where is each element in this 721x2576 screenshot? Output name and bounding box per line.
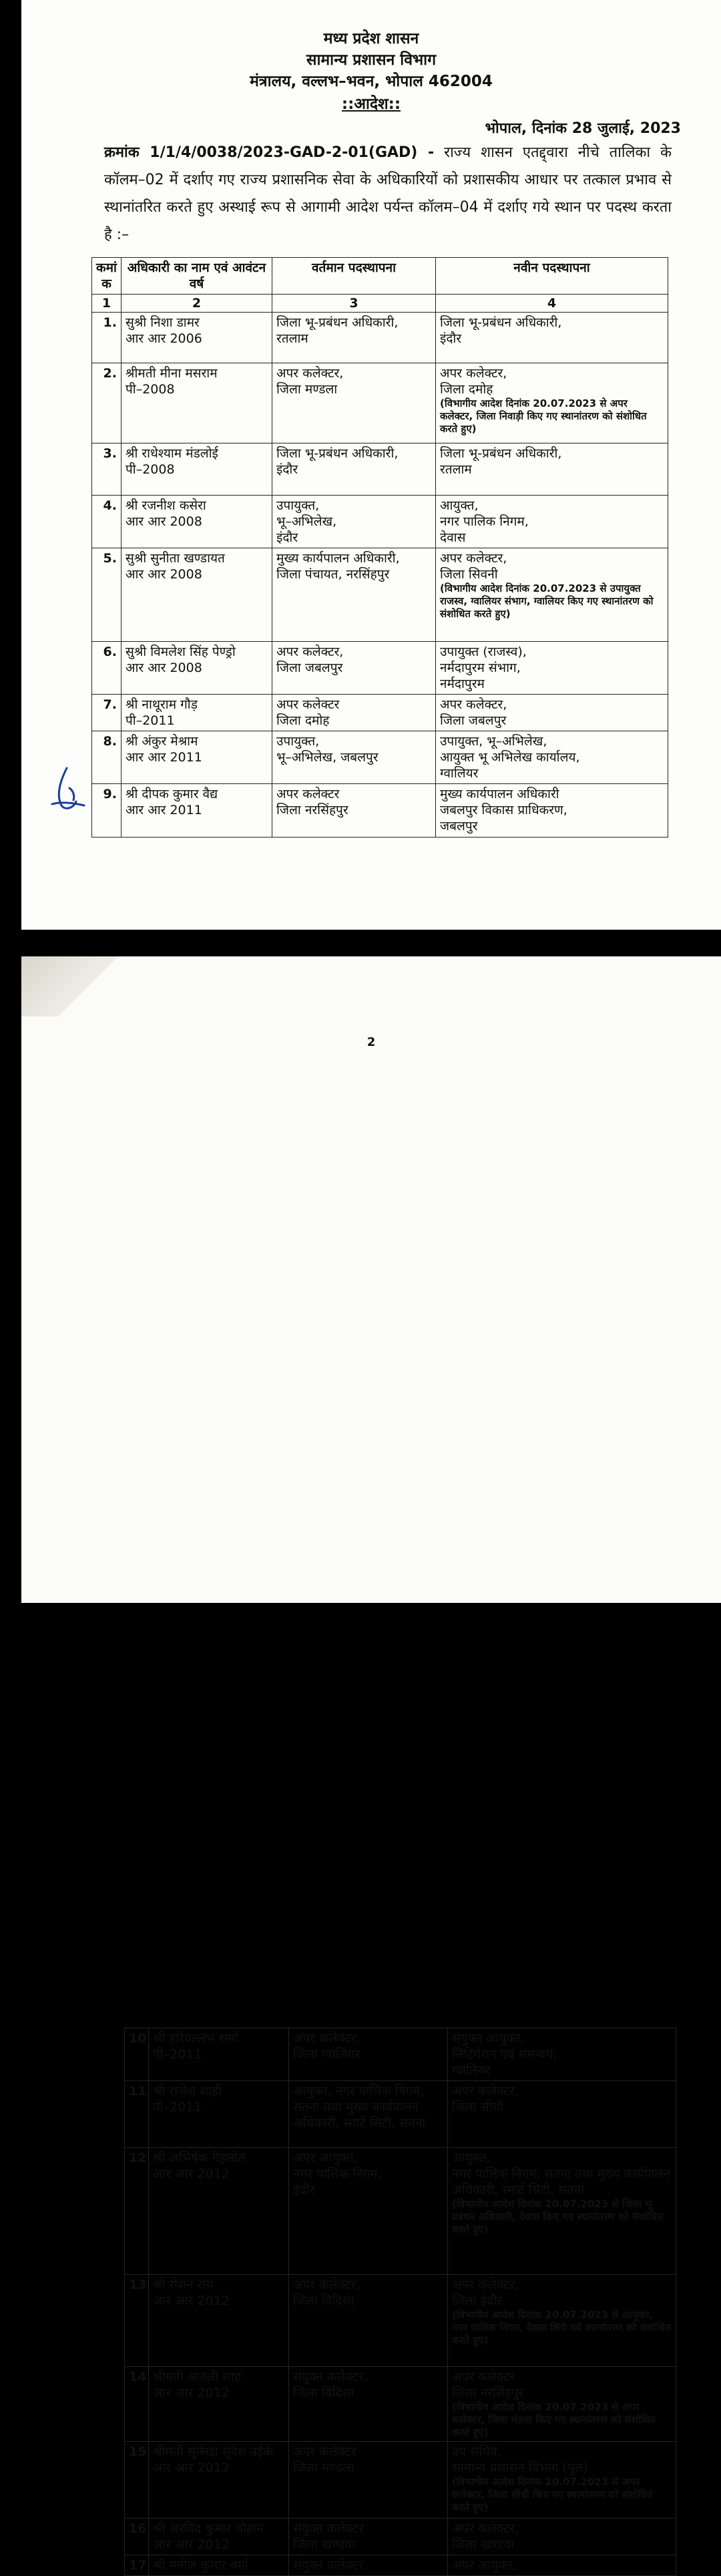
current-posting-text: अपर कलेक्टर, जिला ग्वालियर [293, 2031, 360, 2062]
serial-number-text: 6. [103, 645, 117, 659]
serial-number-text: 2. [103, 366, 117, 381]
new-posting-text: मुख्य कार्यपालन अधिकारी जबलपुर विकास प्राधिकरण, जबलपुर [440, 787, 567, 834]
current-posting-text: मुख्य कार्यपालन अधिकारी, जिला पंचायत, नरसिंहपुर [276, 551, 400, 582]
table-row [125, 2442, 676, 2519]
header-officer-name: अधिकारी का नाम एवं आवंटन वर्ष [122, 258, 272, 295]
new-posting-text: संयुक्त आयुक्त, लिटिगेशन एवं समन्वय, ग्वालियर [452, 2031, 557, 2078]
officer-name-cell [149, 2442, 289, 2519]
table-header-row [92, 258, 668, 295]
table-row [125, 2081, 676, 2148]
officer-name-text: सुश्री सुनीता खण्डायत आर आर 2008 [126, 551, 225, 582]
serial-number-cell [92, 642, 122, 695]
serial-number-cell [125, 2442, 149, 2519]
column-number: 1 [92, 295, 122, 313]
table-row [92, 784, 668, 838]
serial-number-cell [92, 695, 122, 731]
new-posting-text: आयुक्त, नगर पालिक निगम, देवास [440, 498, 529, 545]
table-body-page-2 [125, 2028, 676, 2576]
new-posting-cell [448, 2519, 676, 2555]
serial-number-text: 4. [103, 498, 117, 513]
header-serial: कमां क [92, 258, 122, 295]
current-posting-text: उपायुक्त, भू–अभिलेख, जबलपुर [276, 734, 379, 765]
table-row [92, 313, 668, 363]
officer-name-text: श्री राजेश शाही पी–2011 [153, 2084, 222, 2114]
officer-name-text: श्रीमती अंजली शाह आर आर 2012 [153, 2370, 241, 2400]
new-posting-text: उपायुक्त, भू–अभिलेख, आयुक्त भू अभिलेख कार्यालय, ग्वालियर [440, 734, 580, 781]
officer-name-text: श्री मनोज कुमार वर्मा [153, 2558, 248, 2573]
current-posting-cell [272, 496, 436, 548]
current-posting-cell [272, 313, 436, 363]
serial-number-text: 15 [129, 2444, 147, 2459]
current-posting-text: अपर आयुक्त, नगर पालिक निगम, इंदौर [293, 2151, 382, 2197]
officer-name-text: श्रीमती मीना मसराम पी–2008 [126, 366, 218, 397]
table-row [92, 731, 668, 784]
current-posting-text: आयुक्त, नगर पालिक निगम, सतना तथा मुख्य कार्यपालन अधिकारी, स्मार्ट सिटी, सतना [293, 2084, 426, 2131]
officer-name-cell [122, 695, 272, 731]
officer-name-cell [122, 731, 272, 784]
order-intro [104, 139, 672, 248]
officer-name-text: श्री दीपक कुमार वैद्य आर आर 2011 [126, 787, 218, 817]
new-posting-cell [448, 2028, 676, 2081]
new-posting-text: अपर आयुक्त, [452, 2558, 517, 2573]
officer-name-cell [149, 2555, 289, 2576]
transfer-table-page-2 [124, 2028, 676, 2576]
officer-name-text: श्रीमती सुलेखा सुदेश उईके आर आर 2012 [153, 2444, 273, 2475]
serial-number-cell [125, 2081, 149, 2148]
table-body-page-1 [92, 313, 668, 838]
current-posting-text: अपर कलेक्टर जिला नरसिंहपुर [276, 787, 348, 817]
serial-number-cell [92, 784, 122, 838]
new-posting-text: जिला भू-प्रबंधन अधिकारी, इंदौर [440, 315, 562, 346]
current-posting-text: अपर कलेक्टर, जिला मण्डला [276, 366, 344, 397]
current-posting-cell [272, 548, 436, 642]
new-posting-cell [448, 2367, 676, 2442]
officer-name-text: श्री अरविंद कुमार चौहान आर आर 2012 [153, 2521, 264, 2552]
amendment-note: (विभागीय आदेश दिनांक 20.07.2023 से अपर कलेक्टर, जिला मंडला किए गए स्थानांतरण को संशोधित करते हुए) [452, 2401, 656, 2438]
table-row [125, 2367, 676, 2442]
officer-name-cell [122, 642, 272, 695]
order-page-2 [21, 956, 721, 2573]
serial-number-cell [125, 2275, 149, 2367]
table-row [125, 2028, 676, 2081]
paper-fold [21, 956, 122, 1017]
new-posting-text: उपायुक्त (राजस्व), नर्मदापुरम संभाग, नर्मदापुरम [440, 645, 527, 691]
current-posting-cell [289, 2148, 448, 2275]
amendment-note: (विभागीय आदेश दिनांक 20.07.2023 से उपायुक्त राजस्व, ग्वालियर संभाग, ग्वालियर किए गए स्थानांतरण को संशोधित करते हुए) [440, 582, 654, 620]
current-posting-cell [289, 2275, 448, 2367]
header-government: मध्य प्रदेश शासन [323, 30, 419, 47]
serial-number-text: 9. [103, 787, 117, 801]
officer-name-text: श्री रोशन राय आर आर 2012 [153, 2277, 230, 2308]
new-posting-text: अपर कलेक्टर, जिला सीधी [452, 2084, 519, 2114]
current-posting-cell [272, 695, 436, 731]
new-posting-cell [448, 2081, 676, 2148]
current-posting-text: संयुक्त कलेक्टर, जिला विदिशा [293, 2370, 369, 2400]
current-posting-text: जिला भू-प्रबंधन अधिकारी, इंदौर [276, 446, 399, 477]
header-new-posting: नवीन पदस्थापना [436, 258, 668, 295]
new-posting-cell [436, 363, 668, 443]
new-posting-cell [448, 2148, 676, 2275]
officer-name-text: श्री नाथूराम गौड़ पी–2011 [126, 697, 198, 728]
serial-number-text: 12 [129, 2151, 147, 2165]
new-posting-cell [436, 496, 668, 548]
new-posting-text: अपर कलेक्टर, जिला इंदौर [452, 2277, 519, 2308]
amendment-note: (विभागीय आदेश दिनांक 20.07.2023 से आयुक्त, नगर पालिक निगम, देवास किये गये स्थानांतरण को संशोधित करते हुए) [452, 2309, 671, 2346]
table-row [92, 496, 668, 548]
initials-signature [47, 761, 87, 815]
officer-name-cell [122, 443, 272, 496]
current-posting-text: अपर कलेक्टर जिला दमोह [276, 697, 340, 728]
table-row [92, 548, 668, 642]
officer-name-cell [122, 363, 272, 443]
table-row [125, 2555, 676, 2576]
current-posting-text: उपायुक्त, भू–अभिलेख, इंदौर [276, 498, 337, 545]
officer-name-text: श्री अंकुर मेश्राम आर आर 2011 [126, 734, 202, 765]
new-posting-text: अपर कलेक्टर, जिला जबलपुर [440, 697, 507, 728]
new-posting-text: अपर कलेक्टर, जिला सिवनी [440, 551, 507, 582]
page-number: 2 [367, 1035, 376, 1049]
current-posting-text: संयुक्त कलेक्टर [293, 2558, 365, 2573]
serial-number-cell [125, 2028, 149, 2081]
current-posting-text: अपर कलेक्टर, जिला जबलपुर [276, 645, 344, 675]
table-row [92, 642, 668, 695]
current-posting-text: अपर कलेक्टर, जिला विदिशा [293, 2277, 360, 2308]
current-posting-cell [272, 443, 436, 496]
officer-name-text: श्री राधेश्याम मंडलोई पी–2008 [126, 446, 218, 477]
header-department: सामान्य प्रशासन विभाग [306, 51, 437, 69]
serial-number-text: 13 [129, 2277, 147, 2292]
serial-number-cell [125, 2367, 149, 2442]
officer-name-cell [149, 2081, 289, 2148]
table-row [92, 443, 668, 496]
new-posting-cell [448, 2275, 676, 2367]
new-posting-text: अपर कलेक्टर जिला नरसिंहपुर [452, 2370, 524, 2400]
new-posting-text: अपर कलेक्टर, जिला खण्डवा [452, 2521, 519, 2552]
column-number: 4 [436, 295, 668, 313]
current-posting-cell [272, 642, 436, 695]
current-posting-cell [289, 2442, 448, 2519]
officer-name-cell [122, 313, 272, 363]
order-title: ::आदेश:: [341, 96, 401, 113]
current-posting-cell [289, 2028, 448, 2081]
serial-number-text: 1. [103, 315, 117, 330]
officer-name-cell [122, 548, 272, 642]
officer-name-text: सुश्री निशा डामर आर आर 2006 [126, 315, 202, 346]
serial-number-cell [125, 2519, 149, 2555]
officer-name-text: सुश्री विमलेश सिंह पेण्ड्रो आर आर 2008 [126, 645, 236, 675]
amendment-note: (विभागीय आदेश दिनांक 20.07.2023 से अपर कलेक्टर, जिला सीधी किए गए स्थानांतरण को संशोधित करते हुए) [452, 2476, 653, 2513]
serial-number-cell [92, 363, 122, 443]
serial-number-cell [125, 2555, 149, 2576]
new-posting-cell [436, 443, 668, 496]
officer-name-text: श्री रजनीश कसेरा आर आर 2008 [126, 498, 206, 529]
order-page-1 [21, 0, 721, 930]
serial-number-cell [125, 2148, 149, 2275]
current-posting-cell [272, 784, 436, 838]
new-posting-cell [436, 548, 668, 642]
current-posting-cell [289, 2555, 448, 2576]
serial-number-cell [92, 313, 122, 363]
officer-name-cell [149, 2028, 289, 2081]
new-posting-cell [436, 784, 668, 838]
new-posting-cell [448, 2442, 676, 2519]
header-address: मंत्रालय, वल्लभ–भवन, भोपाल 462004 [250, 73, 493, 90]
serial-number-cell [92, 548, 122, 642]
officer-name-cell [149, 2367, 289, 2442]
officer-name-cell [122, 784, 272, 838]
intro-text: राज्य शासन एतद्द्वारा नीचे तालिका के कॉलम–02 में दर्शाए गए राज्य प्रशासनिक सेवा के अधिकारियों को प्रशासकीय आधार पर तत्काल प्रभाव से स्थानांतरित करते हुए अस्थाई रूप से आगामी आदेश पर्यन्त कॉलम–04 में दर्शाए गये स्थान पर पदस्थ करता है :– [104, 144, 672, 243]
amendment-note: (विभागीय आदेश दिनांक 20.07.2023 से अपर कलेक्टर, जिला निवाड़ी किए गए स्थानांतरण को संशोधित करते हुए) [440, 397, 647, 435]
current-posting-cell [272, 731, 436, 784]
officer-name-cell [149, 2148, 289, 2275]
new-posting-cell [436, 731, 668, 784]
serial-number-text: 10 [129, 2031, 147, 2046]
current-posting-cell [289, 2367, 448, 2442]
serial-number-text: 11 [129, 2084, 147, 2098]
new-posting-text: आयुक्त, नगर पालिक निगम, सतना तथा मुख्य कार्यपालन अधिकारी, स्मार्ट सिटी, सतना [452, 2151, 671, 2197]
serial-number-text: 7. [103, 697, 117, 712]
table-row [125, 2148, 676, 2275]
officer-name-cell [149, 2519, 289, 2555]
serial-number-text: 14 [129, 2370, 147, 2384]
column-number: 3 [272, 295, 436, 313]
serial-number-cell [92, 443, 122, 496]
table-row [92, 695, 668, 731]
current-posting-text: अपर कलेक्टर जिला मण्डला [293, 2444, 356, 2475]
officer-name-cell [122, 496, 272, 548]
current-posting-text: जिला भू-प्रबंधन अधिकारी, रतलाम [276, 315, 399, 346]
officer-name-cell [149, 2275, 289, 2367]
current-posting-cell [289, 2081, 448, 2148]
order-date: भोपाल, दिनांक 28 जुलाई, 2023 [485, 120, 681, 137]
current-posting-cell [289, 2519, 448, 2555]
table-row [125, 2275, 676, 2367]
serial-number-text: 16 [129, 2521, 147, 2536]
new-posting-cell [448, 2555, 676, 2576]
officer-name-text: श्री अभिषेक गेहलोत आर आर 2012 [153, 2151, 246, 2181]
current-posting-text: संयुक्त कलेक्टर जिला खण्डवा [293, 2521, 365, 2552]
serial-number-cell [92, 496, 122, 548]
amendment-note: (विभागीय आदेश दिनांक 20.07.2023 से जिला भू प्रबंधन अधिकारी, देवास किए गए स्थानांतरण को संशोधित करते हुए) [452, 2198, 663, 2235]
new-posting-text: जिला भू-प्रबंधन अधिकारी, रतलाम [440, 446, 562, 477]
serial-number-text: 3. [103, 446, 117, 461]
order-number: क्रमांक 1/1/4/0038/2023-GAD-2-01(GAD) - [104, 144, 435, 161]
new-posting-cell [436, 642, 668, 695]
serial-number-text: 17 [129, 2558, 147, 2573]
column-number-row [92, 295, 668, 313]
current-posting-cell [272, 363, 436, 443]
new-posting-cell [436, 695, 668, 731]
new-posting-text: अपर कलेक्टर, जिला दमोह [440, 366, 507, 397]
serial-number-text: 8. [103, 734, 117, 749]
header-current-posting: वर्तमान पदस्थापना [272, 258, 436, 295]
new-posting-cell [436, 313, 668, 363]
table-row [92, 363, 668, 443]
officer-name-text: श्री हरिवल्लभ शर्मा पी–2011 [153, 2031, 238, 2062]
column-number: 2 [122, 295, 272, 313]
serial-number-text: 5. [103, 551, 117, 566]
transfer-table-page-1 [91, 257, 668, 838]
new-posting-text: उप सचिव, सामान्य प्रशासन विभाग (पूल) [452, 2444, 588, 2475]
serial-number-cell [92, 731, 122, 784]
table-row [125, 2519, 676, 2555]
